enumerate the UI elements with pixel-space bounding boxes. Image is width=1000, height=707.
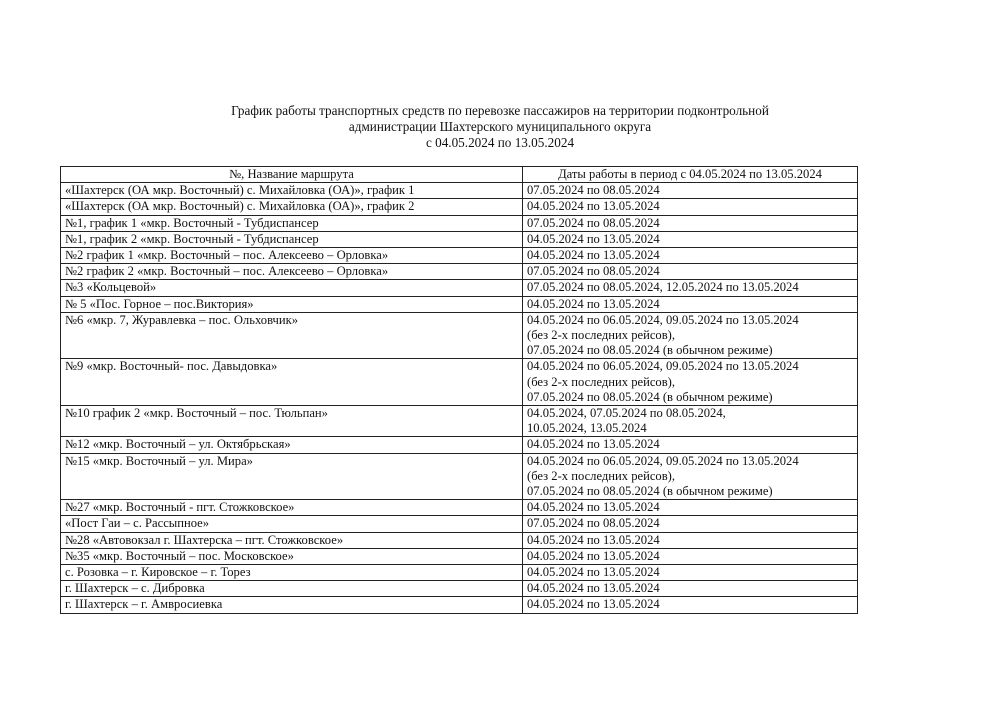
route-name-cell: №9 «мкр. Восточный- пос. Давыдовка»	[61, 359, 523, 406]
dates-line: 07.05.2024 по 08.05.2024 (в обычном режиме)	[527, 484, 773, 499]
route-name-cell: №10 график 2 «мкр. Восточный – пос. Тюльпан»	[61, 406, 523, 437]
table-row	[61, 581, 858, 597]
route-name-cell: №1, график 1 «мкр. Восточный - Тубдиспансер	[61, 215, 523, 231]
dates-line: 04.05.2024 по 13.05.2024	[527, 437, 660, 452]
table-row	[61, 312, 858, 359]
table-row	[61, 597, 858, 613]
table-row	[61, 215, 858, 231]
dates-line: 04.05.2024 по 13.05.2024	[527, 500, 660, 515]
table-row	[61, 183, 858, 199]
table-row	[61, 532, 858, 548]
table-row	[61, 565, 858, 581]
operating-dates-cell	[523, 231, 858, 247]
table-row	[61, 516, 858, 532]
operating-dates-cell	[523, 312, 858, 359]
route-name-cell: №35 «мкр. Восточный – пос. Московское»	[61, 548, 523, 564]
operating-dates-cell	[523, 183, 858, 199]
route-name-cell: г. Шахтерск – с. Дибровка	[61, 581, 523, 597]
table-row	[61, 199, 858, 215]
operating-dates-cell	[523, 199, 858, 215]
dates-line: 10.05.2024, 13.05.2024	[527, 421, 647, 436]
dates-line: 04.05.2024 по 13.05.2024	[527, 565, 660, 580]
table-row	[61, 437, 858, 453]
table-row	[61, 231, 858, 247]
table-header-row	[61, 167, 858, 183]
title-line: с 04.05.2024 по 13.05.2024	[425, 135, 575, 150]
route-name-cell: № 5 «Пос. Горное – пос.Виктория»	[61, 296, 523, 312]
operating-dates-cell	[523, 215, 858, 231]
title-line: График работы транспортных средств по перевозке пассажиров на территории подконтрольной	[231, 103, 769, 118]
table-row	[61, 453, 858, 500]
dates-line: 04.05.2024 по 06.05.2024, 09.05.2024 по 13.05.2024	[527, 312, 799, 327]
operating-dates-cell	[523, 597, 858, 613]
dates-line: 07.05.2024 по 08.05.2024, 12.05.2024 по 13.05.2024	[527, 280, 799, 295]
dates-line: (без 2-х последних рейсов),	[527, 374, 676, 389]
route-name-cell: №15 «мкр. Восточный – ул. Мира»	[61, 453, 523, 500]
route-name-cell: №12 «мкр. Восточный – ул. Октябрьская»	[61, 437, 523, 453]
table-row	[61, 296, 858, 312]
column-header-route: №, Название маршрута	[61, 167, 523, 183]
operating-dates-cell	[523, 516, 858, 532]
dates-line: 07.05.2024 по 08.05.2024	[527, 215, 660, 230]
route-name-cell: №1, график 2 «мкр. Восточный - Тубдиспансер	[61, 231, 523, 247]
dates-line: 04.05.2024 по 13.05.2024	[527, 296, 660, 311]
dates-line: 04.05.2024 по 13.05.2024	[527, 581, 660, 596]
table-row	[61, 548, 858, 564]
document-title	[0, 103, 1000, 151]
dates-line: 07.05.2024 по 08.05.2024 (в обычном режиме)	[527, 389, 773, 404]
route-name-cell: №28 «Автовокзал г. Шахтерска – пгт. Стожковское»	[61, 532, 523, 548]
route-name-cell: №3 «Кольцевой»	[61, 280, 523, 296]
dates-line: 07.05.2024 по 08.05.2024 (в обычном режиме)	[527, 343, 773, 358]
route-name-cell: г. Шахтерск – г. Амвросиевка	[61, 597, 523, 613]
route-name-cell: №6 «мкр. 7, Журавлевка – пос. Ольховчик»	[61, 312, 523, 359]
dates-line: (без 2-х последних рейсов),	[527, 328, 676, 343]
table-row	[61, 359, 858, 406]
table-row	[61, 280, 858, 296]
route-name-cell: «Пост Гаи – с. Рассыпное»	[61, 516, 523, 532]
dates-line: 07.05.2024 по 08.05.2024	[527, 183, 660, 198]
operating-dates-cell	[523, 264, 858, 280]
dates-line: 04.05.2024 по 06.05.2024, 09.05.2024 по 13.05.2024	[527, 359, 799, 374]
operating-dates-cell	[523, 296, 858, 312]
table-row	[61, 264, 858, 280]
dates-line: 04.05.2024 по 06.05.2024, 09.05.2024 по 13.05.2024	[527, 453, 799, 468]
dates-line: 04.05.2024 по 13.05.2024	[527, 248, 660, 263]
dates-line: 04.05.2024 по 13.05.2024	[527, 231, 660, 246]
operating-dates-cell	[523, 453, 858, 500]
table-row	[61, 248, 858, 264]
route-name-cell: №2 график 2 «мкр. Восточный – пос. Алексеево – Орловка»	[61, 264, 523, 280]
dates-line: 04.05.2024 по 13.05.2024	[527, 532, 660, 547]
operating-dates-cell	[523, 565, 858, 581]
operating-dates-cell	[523, 500, 858, 516]
dates-line: 04.05.2024 по 13.05.2024	[527, 199, 660, 214]
route-name-cell: с. Розовка – г. Кировское – г. Торез	[61, 565, 523, 581]
column-header-dates: Даты работы в период с 04.05.2024 по 13.05.2024	[523, 167, 858, 183]
dates-line: (без 2-х последних рейсов),	[527, 468, 676, 483]
route-name-cell: №27 «мкр. Восточный - пгт. Стожковское»	[61, 500, 523, 516]
dates-line: 07.05.2024 по 08.05.2024	[527, 516, 660, 531]
table-body	[61, 183, 858, 613]
schedule-table	[60, 166, 858, 614]
table-row	[61, 500, 858, 516]
dates-line: 04.05.2024, 07.05.2024 по 08.05.2024,	[527, 406, 726, 421]
operating-dates-cell	[523, 248, 858, 264]
table-row	[61, 406, 858, 437]
route-name-cell: «Шахтерск (ОА мкр. Восточный) с. Михайловка (ОА)», график 1	[61, 183, 523, 199]
route-name-cell: «Шахтерск (ОА мкр. Восточный) с. Михайловка (ОА)», график 2	[61, 199, 523, 215]
dates-line: 04.05.2024 по 13.05.2024	[527, 548, 660, 563]
operating-dates-cell	[523, 532, 858, 548]
operating-dates-cell	[523, 406, 858, 437]
dates-line: 04.05.2024 по 13.05.2024	[527, 597, 660, 612]
title-line: администрации Шахтерского муниципального округа	[348, 119, 652, 134]
operating-dates-cell	[523, 280, 858, 296]
operating-dates-cell	[523, 437, 858, 453]
operating-dates-cell	[523, 548, 858, 564]
operating-dates-cell	[523, 581, 858, 597]
route-name-cell: №2 график 1 «мкр. Восточный – пос. Алексеево – Орловка»	[61, 248, 523, 264]
operating-dates-cell	[523, 359, 858, 406]
dates-line: 07.05.2024 по 08.05.2024	[527, 264, 660, 279]
